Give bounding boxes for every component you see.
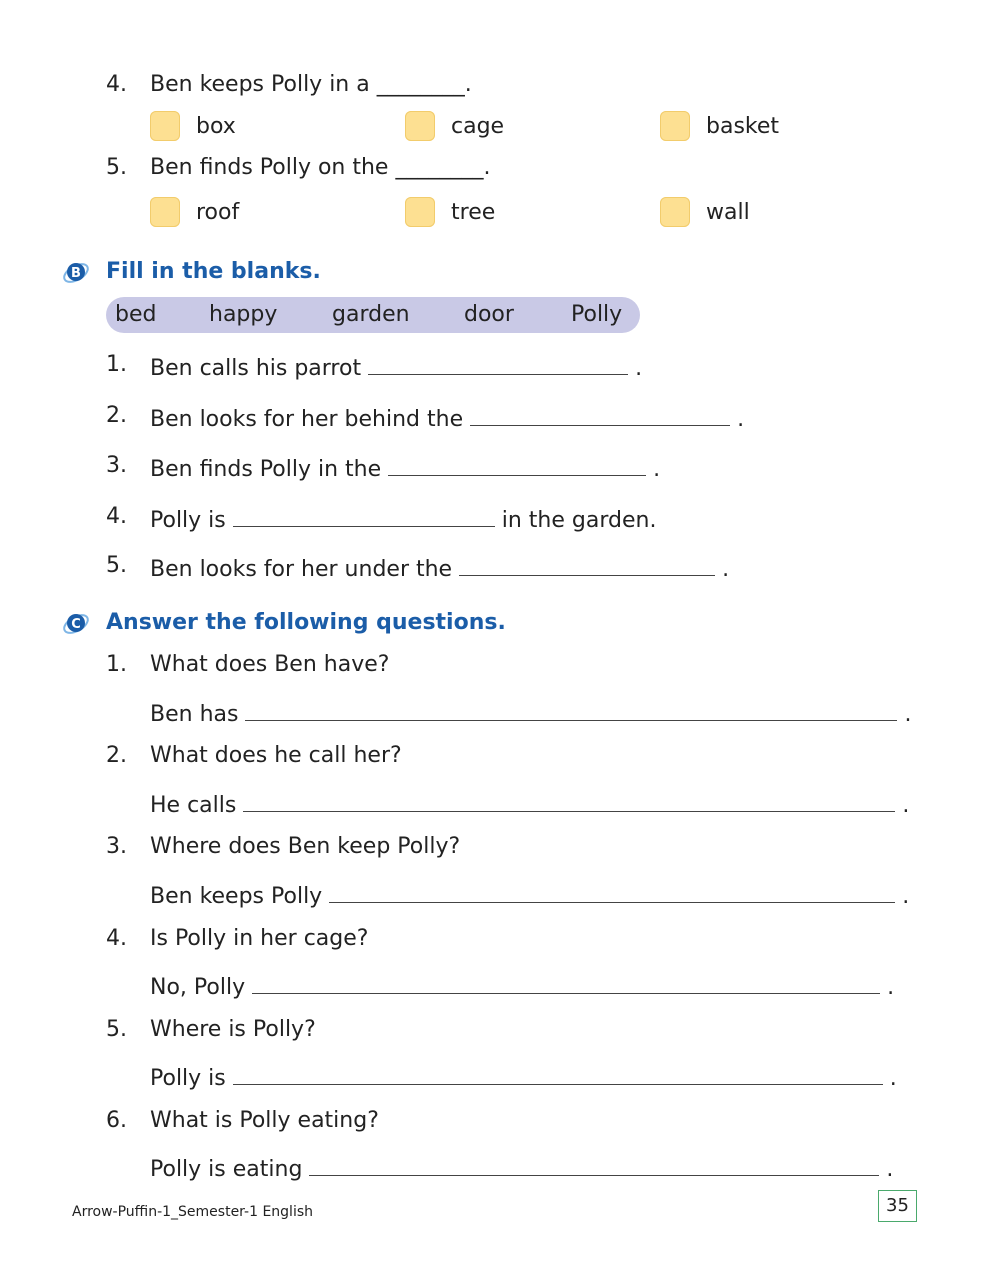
option-tree[interactable]: tree: [405, 195, 495, 229]
answer-blank[interactable]: [309, 1151, 879, 1176]
answer-line: Polly is .: [150, 1060, 897, 1094]
question-text: What is Polly eating?: [150, 1108, 379, 1133]
option-cage[interactable]: cage: [405, 109, 504, 143]
answer-blank[interactable]: [329, 878, 895, 903]
checkbox[interactable]: [150, 111, 180, 141]
word-bank: [106, 297, 640, 333]
section-b-icon: [62, 258, 90, 286]
question-text: Ben finds Polly on the ________.: [150, 155, 491, 180]
answer-blank[interactable]: [368, 350, 628, 375]
question-number: 5.: [106, 155, 127, 180]
word-bank-item: Polly: [571, 302, 623, 327]
option-wall[interactable]: wall: [660, 195, 750, 229]
word-bank-item: garden: [332, 302, 410, 327]
answer-blank[interactable]: [233, 502, 495, 527]
checkbox[interactable]: [150, 197, 180, 227]
answer-blank[interactable]: [233, 1060, 883, 1085]
answer-blank[interactable]: [252, 969, 880, 994]
option-basket[interactable]: basket: [660, 109, 779, 143]
svg-text:C: C: [71, 617, 81, 632]
word-bank-item: bed: [115, 302, 157, 327]
question-text: Ben keeps Polly in a ________.: [150, 72, 472, 97]
answer-blank[interactable]: [243, 787, 895, 812]
footer-text: Arrow-Puffin-1_Semester-1 English: [72, 1204, 314, 1220]
checkbox[interactable]: [405, 197, 435, 227]
option-box[interactable]: box: [150, 109, 236, 143]
word-bank-item: happy: [209, 302, 278, 327]
checkbox[interactable]: [660, 197, 690, 227]
page-number: 35: [878, 1190, 917, 1222]
answer-line: He calls .: [150, 787, 909, 821]
answer-line: Polly is eating .: [150, 1151, 893, 1185]
question-text: Where does Ben keep Polly?: [150, 834, 461, 859]
checkbox[interactable]: [405, 111, 435, 141]
question-text: What does Ben have?: [150, 652, 390, 677]
answer-line: No, Polly .: [150, 969, 894, 1003]
checkbox[interactable]: [660, 111, 690, 141]
question-text: Where is Polly?: [150, 1017, 316, 1042]
answer-blank[interactable]: [388, 451, 646, 476]
option-roof[interactable]: roof: [150, 195, 239, 229]
answer-line: Ben keeps Polly .: [150, 878, 909, 912]
section-b-title: Fill in the blanks.: [106, 259, 321, 284]
answer-blank[interactable]: [459, 551, 715, 576]
word-bank-item: door: [464, 302, 514, 327]
svg-text:B: B: [71, 266, 81, 281]
question-text: What does he call her?: [150, 743, 402, 768]
section-c-icon: [62, 609, 90, 637]
answer-blank[interactable]: [245, 696, 897, 721]
section-c-title: Answer the following questions.: [106, 610, 506, 635]
answer-line: Ben has .: [150, 696, 911, 730]
question-number: 4.: [106, 72, 127, 97]
answer-blank[interactable]: [470, 401, 730, 426]
question-text: Is Polly in her cage?: [150, 926, 369, 951]
